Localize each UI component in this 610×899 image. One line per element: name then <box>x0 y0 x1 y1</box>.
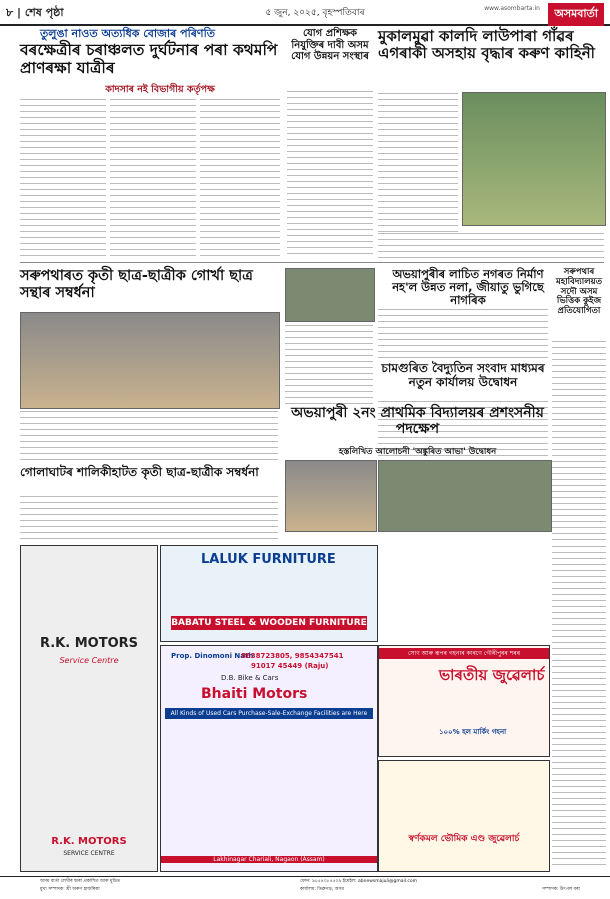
a3-headline: মুকালমুৱা কালদি লাউপাৰা গাঁৱৰ এগৰাকী অসহায় বৃদ্ধাৰ কৰুণ কাহিনী <box>378 27 595 63</box>
a5-body-col1 <box>285 324 373 404</box>
a1-body-col1 <box>20 98 106 258</box>
a8-body <box>20 495 278 540</box>
a9-subheadline: হস্তলিখিত আলোচনী 'অঙ্কুৰিত আভা' উদ্বোধন <box>338 447 497 457</box>
page-header <box>0 0 610 26</box>
jewellers-ad <box>378 645 550 757</box>
jewel-sub: ১০০% হল মাৰ্কিং গহনা <box>439 728 507 736</box>
a9-photo-students <box>378 460 552 532</box>
a1-body-col3 <box>200 98 280 258</box>
a2-body <box>287 90 373 258</box>
a3-body <box>378 92 458 232</box>
a3-photo-elderly-woman <box>462 92 606 226</box>
a3-body-bottom <box>378 232 604 260</box>
header-date: ৫ জুন, ২০২৫, বৃহস্পতিবাৰ <box>265 8 365 18</box>
a1-headline: বৰক্ষেত্ৰীৰ চৰাঞ্চলত দুৰ্ঘটনাৰ পৰা কথমপি প্ৰাণৰক্ষা যাত্ৰীৰ <box>20 41 278 77</box>
bhaiti-motors-ad <box>160 645 378 872</box>
footer <box>0 876 610 899</box>
laluk-title: LALUK FURNITURE <box>201 552 336 567</box>
a8-headline: গোলাঘাটৰ শালিকীহাটত কৃতী ছাত্ৰ-ছাত্ৰীক সম্বৰ্ধনা <box>20 465 259 479</box>
a4-body <box>20 410 278 460</box>
footer-line1: অসম বাৰ্তা লেখীৰ দ্বাৰা প্ৰকাশিত আৰু মুদ্ৰিত <box>40 879 121 884</box>
a4-photo-students <box>20 312 280 409</box>
laluk-subtitle: BABATU STEEL & WOODEN FURNITURE <box>171 618 367 628</box>
rk-bottom-subtitle: SERVICE CENTRE <box>63 850 115 857</box>
footer-line2: ফোন: ৯৮৫৪০৮৫৫০৯ ইমেইল: abnewsmajuli@gmail.com <box>300 879 418 884</box>
bhaiti-owner: Prop. Dinomoni Nath <box>171 652 254 660</box>
a5-body-col2 <box>378 308 548 358</box>
jewellers-ad-2 <box>378 760 550 872</box>
a9-photo-magazine-launch <box>285 460 377 532</box>
a6-headline: চামগুৰিত বৈদ্যুতিন সংবাদ মাধ্যমৰ নতুন কাৰ্যালয় উদ্বোধন <box>381 361 545 389</box>
bhaiti-brands: D.B. Bike & Cars <box>221 674 279 682</box>
a4-headline: সৰুপথাৰত কৃতী ছাত্ৰ-ছাত্ৰীক গোৰ্খা ছাত্ৰ সন্থাৰ সম্বৰ্ধনা <box>20 268 253 301</box>
a9-headline: অভয়াপুৰী ২নং প্ৰাথমিক বিদ্যালয়ৰ প্ৰশংসনীয় পদক্ষেপ <box>291 405 544 438</box>
newspaper-logo: অসমবাৰ্তা <box>548 3 604 26</box>
footer-line5: সম্পাদক: উৎপল বৰা <box>541 887 580 892</box>
a1-subheadline: কাদসাৰ নই বিভাগীয় কৰ্তৃপক্ষ <box>105 84 215 95</box>
footer-line3: মুখ্য সম্পাদক: শ্ৰী অৰুণ হাজৰিকা <box>40 887 100 892</box>
footer-line4: কাৰ্যালয়: ডিব্ৰুগড়, অসম <box>300 887 345 892</box>
rk-subtitle: Service Centre <box>59 656 119 665</box>
a1-kicker: তুলুঙা নাওত অত্যধিক বোজাৰ পৰিণতি <box>40 27 215 40</box>
jewel2-title: স্বৰ্ণকমল ভৌমিক এণ্ড জুৱেলাৰ্চ <box>408 834 520 844</box>
bhaiti-phone: 8638723805, 9854347541 <box>241 652 344 660</box>
a2-headline: যোগ প্ৰশিক্ষক নিযুক্তিৰ দাবী অসম যোগ উন্নয়ন সংস্থাৰ <box>291 28 369 62</box>
a7-headline: সৰুপথাৰ মহাবিদ্যালয়ত সদৌ অসম ভিত্তিক কুইজ প্ৰতিযোগিতা <box>556 267 602 317</box>
a5-photo-drain <box>285 268 375 322</box>
bhaiti-strip: All Kinds of Used Cars Purchase-Sale-Exchange Facilities are Here <box>165 708 373 719</box>
a1-body-col2 <box>110 98 196 258</box>
bhaiti-phone2: 91017 45449 (Raju) <box>251 662 329 670</box>
a5-headline: অভয়াপুৰীৰ লাচিত নগৰত নিৰ্মাণ নহ'ল উন্নত নলা, জীয়াতু ভুগিছে নাগৰিক <box>392 267 544 308</box>
rk-motors-ad <box>20 545 158 872</box>
rk-bottom-title: R.K. MOTORS <box>51 836 127 847</box>
page-number: ৮ | শেষ পৃষ্ঠা <box>6 6 64 19</box>
laluk-furniture-ad <box>160 545 378 642</box>
a7-body <box>552 340 606 540</box>
jewel-title: ভাৰতীয় জুৱেলাৰ্চ <box>439 666 545 684</box>
bhaiti-title: Bhaiti Motors <box>201 686 308 702</box>
jewel-top: সোণ আৰু ৰূপৰ গহনাৰ কাৰণে গৌৰীপুৰৰ শৰৰ <box>379 648 549 659</box>
right-column-body <box>552 545 606 870</box>
rk-title: R.K. MOTORS <box>39 636 138 651</box>
bhaiti-address: Lakhinagar Chariali, Nagaon (Assam) <box>161 856 377 863</box>
header-website: www.asombarta.in <box>484 5 540 12</box>
